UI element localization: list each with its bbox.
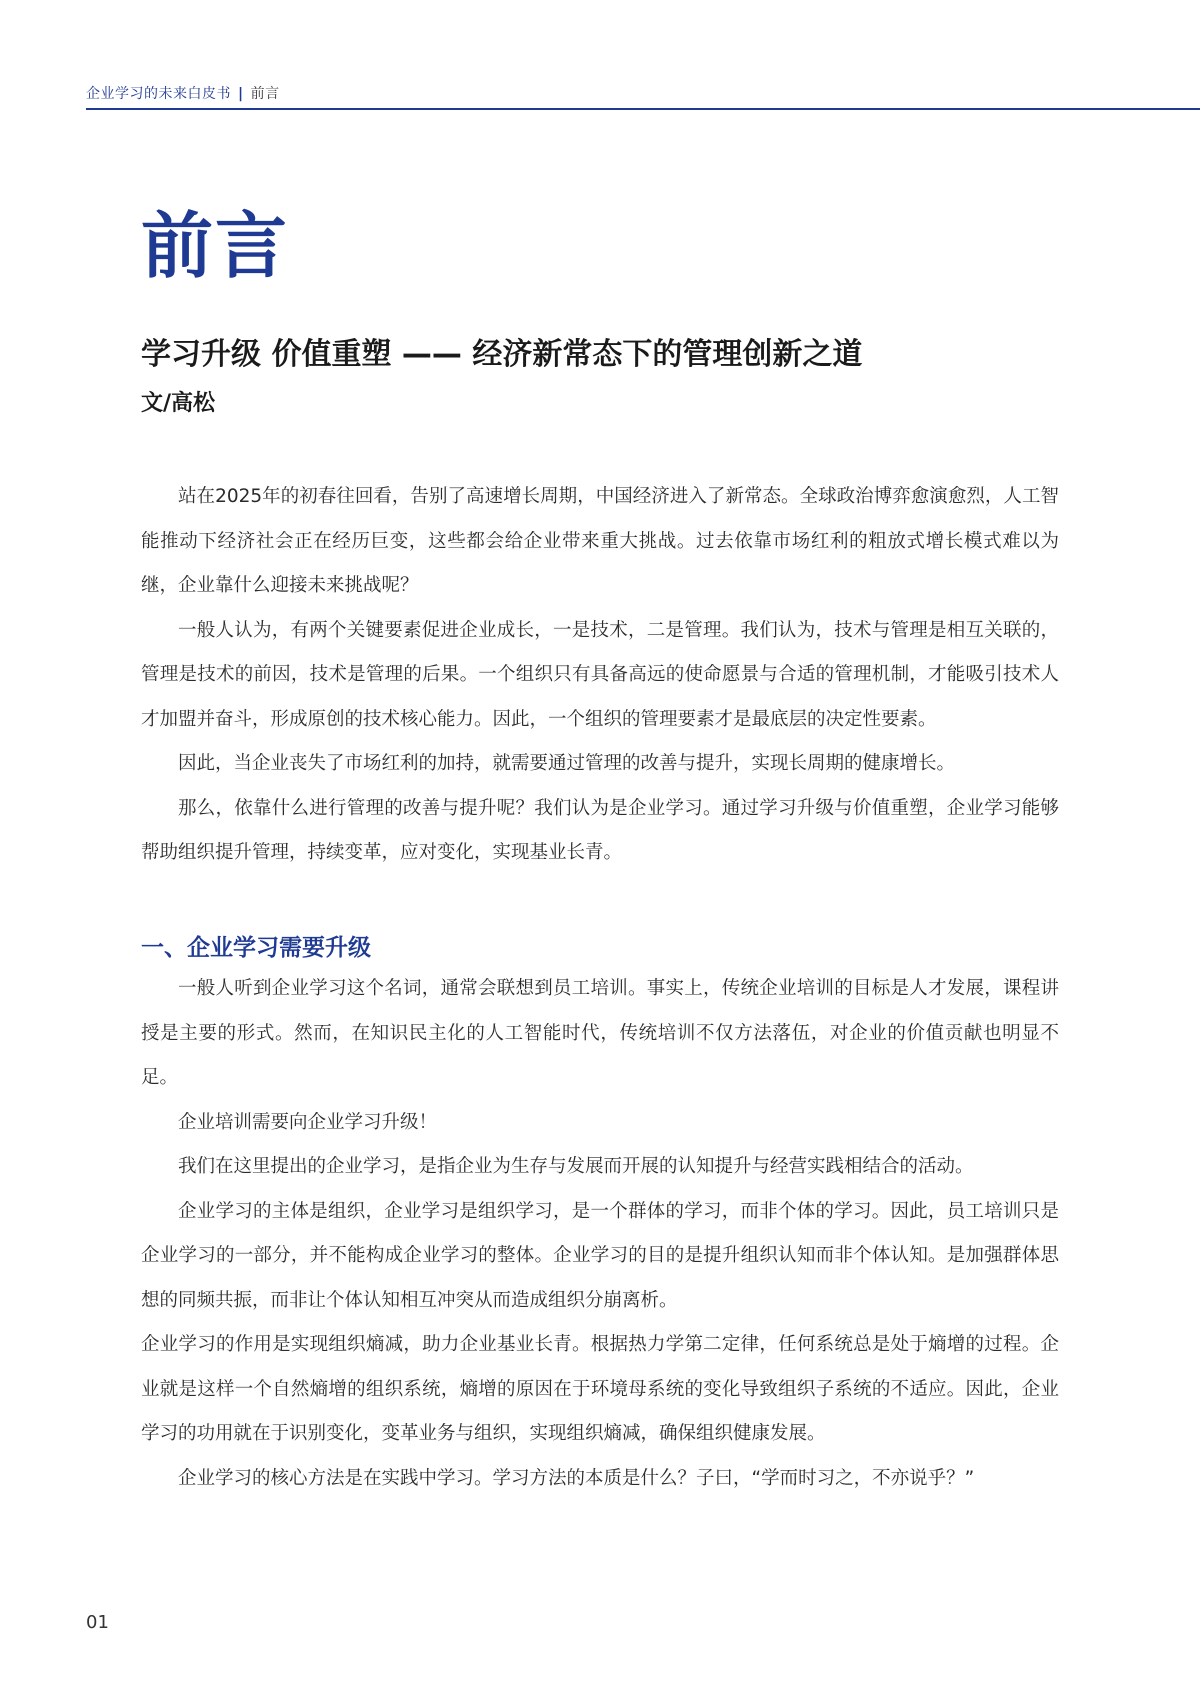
main-content [141,204,1059,1501]
body-paragraph: 那么，依靠什么进行管理的改善与提升呢？我们认为是企业学习。通过学习升级与价值重塑，企业学习能够帮助组织提升管理，持续变革，应对变化，实现基业长青。 [141,797,1059,863]
header-rule [86,108,1200,110]
body-paragraph: 企业学习的作用是实现组织熵减，助力企业基业长青。根据热力学第二定律，任何系统总是处于熵增的过程。企业就是这样一个自然熵增的组织系统，熵增的原因在于环境母系统的变化导致组织子系统的不适应。因此，企业学习的功用就在于识别变化，变革业务与组织，实现组织熵减，确保组织健康发展。 [141,1334,1059,1445]
section-heading: 一、企业学习需要升级 [141,934,371,961]
body-paragraph: 企业学习的核心方法是在实践中学习。学习方法的本质是什么？子曰，“学而时习之，不亦说乎？” [178,1467,975,1489]
body-paragraph: 站在2025年的初春往回看，告别了高速增长周期，中国经济进入了新常态。全球政治博弈愈演愈烈，人工智能推动下经济社会正在经历巨变，这些都会给企业带来重大挑战。过去依靠市场红利的粗放式增长模式难以为继，企业靠什么迎接未来挑战呢？ [141,486,1059,596]
body-paragraph: 因此，当企业丧失了市场红利的加持，就需要通过管理的改善与提升，实现长周期的健康增长。 [178,753,956,774]
body-paragraph: 一般人听到企业学习这个名词，通常会联想到员工培训。事实上，传统企业培训的目标是人才发展，课程讲授是主要的形式。然而，在知识民主化的人工智能时代，传统培训不仅方法落伍，对企业的价值贡献也明显不足。 [141,978,1059,1089]
running-header [86,83,280,103]
body-paragraph: 我们在这里提出的企业学习，是指企业为生存与发展而开展的认知提升与经营实践相结合的活动。 [178,1156,974,1178]
body-paragraph: 企业培训需要向企业学习升级！ [178,1111,438,1133]
header-section: 前言 [250,86,280,102]
page-title: 前言 [141,204,290,288]
header-separator: | [238,86,244,102]
article-subtitle: 学习升级 价值重塑 —— 经济新常态下的管理创新之道 [141,337,863,372]
page-number: 01 [86,1612,109,1633]
body-paragraph: 企业学习的主体是组织，企业学习是组织学习，是一个群体的学习，而非个体的学习。因此，员工培训只是企业学习的一部分，并不能构成企业学习的整体。企业学习的目的是提升组织认知而非个体认知。是加强群体思想的同频共振，而非让个体认知相互冲突从而造成组织分崩离析。 [141,1200,1059,1311]
header-book-title: 企业学习的未来白皮书 [86,86,231,102]
author-line: 文/高松 [141,391,216,416]
body-paragraph: 一般人认为，有两个关键要素促进企业成长，一是技术，二是管理。我们认为，技术与管理是相互关联的，管理是技术的前因，技术是管理的后果。一个组织只有具备高远的使命愿景与合适的管理机制，才能吸引技术人才加盟并奋斗，形成原创的技术核心能力。因此，一个组织的管理要素才是最底层的决定性要素。 [141,619,1059,730]
